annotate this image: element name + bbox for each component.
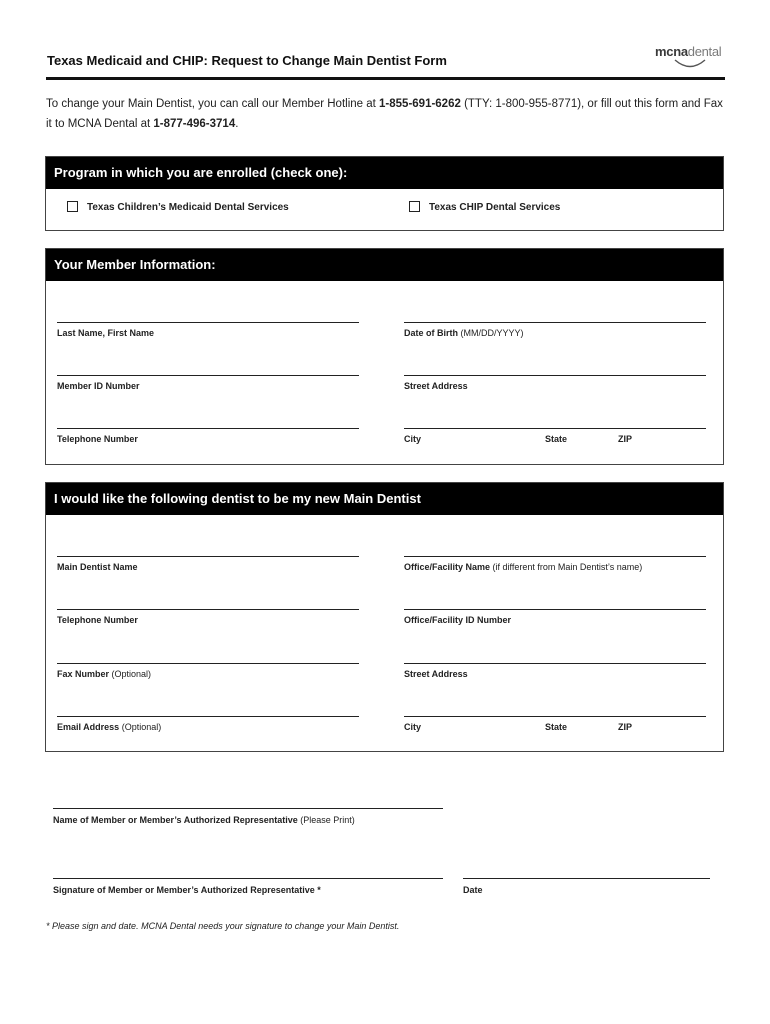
dentist-name-field[interactable]: Main Dentist Name — [57, 556, 359, 572]
chip-option[interactable]: Texas CHIP Dental Services — [409, 201, 560, 213]
dentist-phone-field[interactable]: Telephone Number — [57, 609, 359, 625]
dentist-email-field[interactable]: Email Address (Optional) — [57, 716, 359, 732]
member-street-field[interactable]: Street Address — [404, 375, 706, 391]
new-dentist-section — [45, 482, 724, 752]
header-divider — [46, 77, 725, 80]
hotline-number: 1-855-691-6262 — [379, 98, 461, 110]
representative-name-field[interactable]: Name of Member or Member’s Authorized Representative (Please Print) — [53, 808, 443, 825]
member-id-field[interactable]: Member ID Number — [57, 375, 359, 391]
date-field[interactable]: Date — [463, 878, 710, 895]
fax-number: 1-877-496-3714 — [153, 118, 236, 130]
signature-footnote: * Please sign and date. MCNA Dental needs your signature to change your Main Dentist. — [46, 921, 400, 931]
chip-checkbox[interactable] — [409, 201, 420, 212]
member-info-section — [45, 248, 724, 465]
member-dob-field[interactable]: Date of Birth (MM/DD/YYYY) — [404, 322, 706, 338]
form-title: Texas Medicaid and CHIP: Request to Change Main Dentist Form — [47, 53, 447, 68]
member-city-state-zip-field[interactable]: City State ZIP — [404, 428, 706, 444]
medicaid-checkbox[interactable] — [67, 201, 78, 212]
member-phone-field[interactable]: Telephone Number — [57, 428, 359, 444]
smile-icon — [673, 57, 707, 71]
member-name-field[interactable]: Last Name, First Name — [57, 322, 359, 338]
dentist-city-state-zip-field[interactable]: City State ZIP — [404, 716, 706, 732]
office-id-field[interactable]: Office/Facility ID Number — [404, 609, 706, 625]
mcna-dental-logo: mcnadental — [655, 44, 727, 74]
member-section-header: Your Member Information: — [46, 249, 723, 281]
medicaid-option[interactable]: Texas Children’s Medicaid Dental Services — [67, 201, 289, 213]
dentist-section-header: I would like the following dentist to be my new Main Dentist — [46, 483, 723, 515]
program-section-header: Program in which you are enrolled (check one): — [46, 157, 723, 189]
program-section — [45, 156, 724, 231]
intro-paragraph: To change your Main Dentist, you can call our Member Hotline at 1-855-691-6262 (TTY: 1-800-955-8771), or fill out this form and Fax it to MCNA Dental at 1-877-496-3714. — [46, 98, 723, 130]
signature-field[interactable]: Signature of Member or Member’s Authorized Representative * — [53, 878, 443, 895]
dentist-fax-field[interactable]: Fax Number (Optional) — [57, 663, 359, 679]
office-name-field[interactable]: Office/Facility Name (if different from Main Dentist’s name) — [404, 556, 706, 572]
dentist-street-field[interactable]: Street Address — [404, 663, 706, 679]
